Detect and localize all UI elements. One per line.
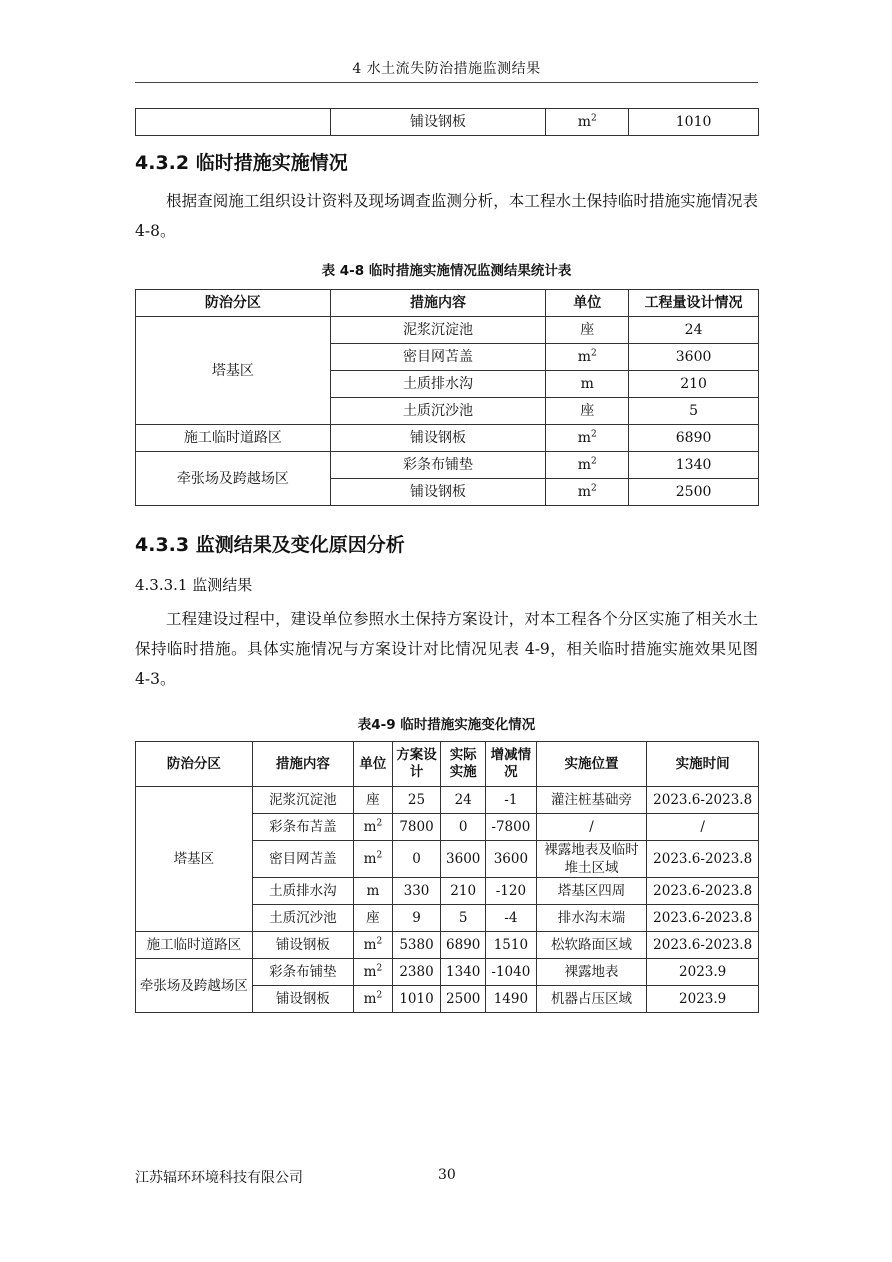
unit-base: m — [580, 376, 594, 392]
table-cell: 裸露地表及临时堆土区域 — [536, 841, 647, 878]
table-header-row — [136, 742, 759, 787]
unit-base: m — [577, 457, 591, 473]
table-cell: 2500 — [441, 986, 486, 1013]
table-cell: 1340 — [441, 959, 486, 986]
table-cell: -7800 — [486, 814, 537, 841]
table-cell — [354, 787, 393, 814]
column-header: 实施位置 — [536, 742, 647, 787]
column-header: 方案设计 — [392, 742, 441, 787]
zone-cell: 牵张场及跨越场区 — [136, 452, 331, 506]
table-cell: 5 — [629, 398, 759, 425]
table-cell: 铺设钢板 — [252, 986, 353, 1013]
table-cell: 土质沉沙池 — [330, 398, 546, 425]
zone-cell: 施工临时道路区 — [136, 932, 253, 959]
table-cell: 1010 — [629, 109, 759, 136]
table-cell: 1510 — [486, 932, 537, 959]
unit-base: 座 — [580, 403, 595, 419]
table-cell: / — [647, 814, 759, 841]
column-header: 措施内容 — [330, 290, 546, 317]
paragraph: 根据查阅施工组织设计资料及现场调查监测分析，本工程水土保持临时措施实施情况表 4-8。 — [135, 192, 758, 240]
table-cell: 24 — [441, 787, 486, 814]
table-cell: 机器占压区域 — [536, 986, 647, 1013]
table-cell — [354, 932, 393, 959]
unit-exponent: 2 — [376, 850, 383, 861]
table-cell — [546, 371, 629, 398]
table-cell: 泥浆沉淀池 — [330, 317, 546, 344]
table-cell: 25 — [392, 787, 441, 814]
table-cell: 2500 — [629, 479, 759, 506]
table-cell: -4 — [486, 905, 537, 932]
unit-base: m — [366, 883, 380, 899]
unit-exponent: 2 — [376, 990, 383, 1001]
table-cell — [354, 905, 393, 932]
table-cell: 铺设钢板 — [252, 932, 353, 959]
unit-exponent: 2 — [376, 818, 383, 829]
table-cell: 松软路面区域 — [536, 932, 647, 959]
table-cell: 2023.6-2023.8 — [647, 932, 759, 959]
table-cell: 灌注桩基础旁 — [536, 787, 647, 814]
zone-cell: 施工临时道路区 — [136, 425, 331, 452]
table-cell: 密目网苫盖 — [252, 841, 353, 878]
zone-cell: 塔基区 — [136, 317, 331, 425]
header-rule — [135, 82, 758, 83]
table-cell: -120 — [486, 878, 537, 905]
table-cell: 9 — [392, 905, 441, 932]
table-cell: 彩条布铺垫 — [252, 959, 353, 986]
unit-base: m — [363, 991, 377, 1007]
table-header-row — [136, 290, 759, 317]
unit-exponent: 2 — [590, 429, 597, 440]
table-cell — [354, 841, 393, 878]
table-4-9 — [135, 741, 759, 1013]
column-header: 实际实施 — [441, 742, 486, 787]
section-heading-4-3-2: 4.3.2 临时措施实施情况 — [135, 152, 348, 174]
table-cell: 2023.6-2023.8 — [647, 841, 759, 878]
table-cell: 铺设钢板 — [330, 425, 546, 452]
table-cell: -1 — [486, 787, 537, 814]
table-row — [136, 109, 759, 136]
table-cell: 6890 — [629, 425, 759, 452]
table-cell — [546, 398, 629, 425]
column-header: 防治分区 — [136, 742, 253, 787]
column-header: 防治分区 — [136, 290, 331, 317]
zone-cell: 塔基区 — [136, 787, 253, 932]
table-cell: 5 — [441, 905, 486, 932]
table-cell: 铺设钢板 — [330, 479, 546, 506]
table-cell: 7800 — [392, 814, 441, 841]
table-cell: 密目网苫盖 — [330, 344, 546, 371]
table-cell: 210 — [629, 371, 759, 398]
table-cell: 1340 — [629, 452, 759, 479]
unit-base: m — [363, 819, 377, 835]
table-cell: 0 — [392, 841, 441, 878]
table-cell — [546, 109, 629, 136]
table-cell: 彩条布苫盖 — [252, 814, 353, 841]
table-cell: 1010 — [392, 986, 441, 1013]
unit-exponent: 2 — [590, 483, 597, 494]
unit-exponent: 2 — [590, 456, 597, 467]
table-cell: 彩条布铺垫 — [330, 452, 546, 479]
unit-base: 座 — [366, 910, 380, 926]
table-cell: 裸露地表 — [536, 959, 647, 986]
table-cell — [546, 425, 629, 452]
column-header: 措施内容 — [252, 742, 353, 787]
table-cell: 排水沟末端 — [536, 905, 647, 932]
page-number: 30 — [438, 1167, 456, 1183]
unit-base: 座 — [580, 322, 595, 338]
table-cell — [354, 959, 393, 986]
unit-base: m — [363, 937, 377, 953]
unit-exponent: 2 — [376, 963, 383, 974]
table-caption-4-8: 表 4-8 临时措施实施情况监测结果统计表 — [321, 263, 572, 279]
unit-base: m — [577, 349, 591, 365]
unit-exponent: 2 — [590, 113, 597, 124]
table-cell: 塔基区四周 — [536, 878, 647, 905]
column-header: 增减情况 — [486, 742, 537, 787]
running-header: 4 水土流失防治措施监测结果 — [352, 61, 541, 77]
column-header: 工程量设计情况 — [629, 290, 759, 317]
table-row — [136, 425, 759, 452]
table-cell: 3600 — [486, 841, 537, 878]
table-cell — [136, 109, 331, 136]
table-cell: 3600 — [441, 841, 486, 878]
table-row — [136, 452, 759, 479]
table-cell: 3600 — [629, 344, 759, 371]
table-cell — [546, 344, 629, 371]
table-cell: 土质沉沙池 — [252, 905, 353, 932]
table-cell: 1490 — [486, 986, 537, 1013]
column-header: 单位 — [546, 290, 629, 317]
column-header: 单位 — [354, 742, 393, 787]
subsection-heading-4-3-3-1: 4.3.3.1 监测结果 — [135, 576, 253, 594]
table-cell — [546, 479, 629, 506]
table-cell — [354, 878, 393, 905]
unit-exponent: 2 — [590, 348, 597, 359]
footer-company: 江苏辐环环境科技有限公司 — [135, 1170, 303, 1186]
unit-base: m — [363, 964, 377, 980]
table-cell: 5380 — [392, 932, 441, 959]
table-row — [136, 932, 759, 959]
unit-base: 座 — [366, 792, 380, 808]
table-4-8 — [135, 289, 759, 506]
carry-over-table — [135, 108, 759, 136]
paragraph: 工程建设过程中，建设单位参照水土保持方案设计，对本工程各个分区实施了相关水土保持临时措施。具体实施情况与方案设计对比情况见表 4-9，相关临时措施实施效果见图 4-3。 — [135, 610, 758, 688]
table-cell: 330 — [392, 878, 441, 905]
table-row — [136, 787, 759, 814]
table-cell: 泥浆沉淀池 — [252, 787, 353, 814]
unit-base: m — [577, 114, 591, 130]
unit-base: m — [363, 851, 377, 867]
unit-base: m — [577, 484, 591, 500]
table-cell: 0 — [441, 814, 486, 841]
table-row — [136, 317, 759, 344]
table-cell: 210 — [441, 878, 486, 905]
table-cell: 土质排水沟 — [330, 371, 546, 398]
table-cell: 2380 — [392, 959, 441, 986]
unit-base: m — [577, 430, 591, 446]
table-cell — [546, 452, 629, 479]
table-cell: 铺设钢板 — [330, 109, 546, 136]
table-caption-4-9: 表4-9 临时措施实施变化情况 — [357, 717, 536, 733]
table-cell: 2023.9 — [647, 986, 759, 1013]
section-heading-4-3-3: 4.3.3 监测结果及变化原因分析 — [135, 534, 405, 556]
table-cell — [546, 317, 629, 344]
table-cell — [354, 986, 393, 1013]
table-cell: 6890 — [441, 932, 486, 959]
table-cell: 2023.6-2023.8 — [647, 905, 759, 932]
table-cell: 24 — [629, 317, 759, 344]
table-cell: 土质排水沟 — [252, 878, 353, 905]
unit-exponent: 2 — [376, 936, 383, 947]
table-cell — [354, 814, 393, 841]
column-header: 实施时间 — [647, 742, 759, 787]
table-cell: 2023.9 — [647, 959, 759, 986]
table-cell: 2023.6-2023.8 — [647, 787, 759, 814]
zone-cell: 牵张场及跨越场区 — [136, 959, 253, 1013]
table-cell: 2023.6-2023.8 — [647, 878, 759, 905]
table-cell: / — [536, 814, 647, 841]
table-row — [136, 959, 759, 986]
table-cell: -1040 — [486, 959, 537, 986]
